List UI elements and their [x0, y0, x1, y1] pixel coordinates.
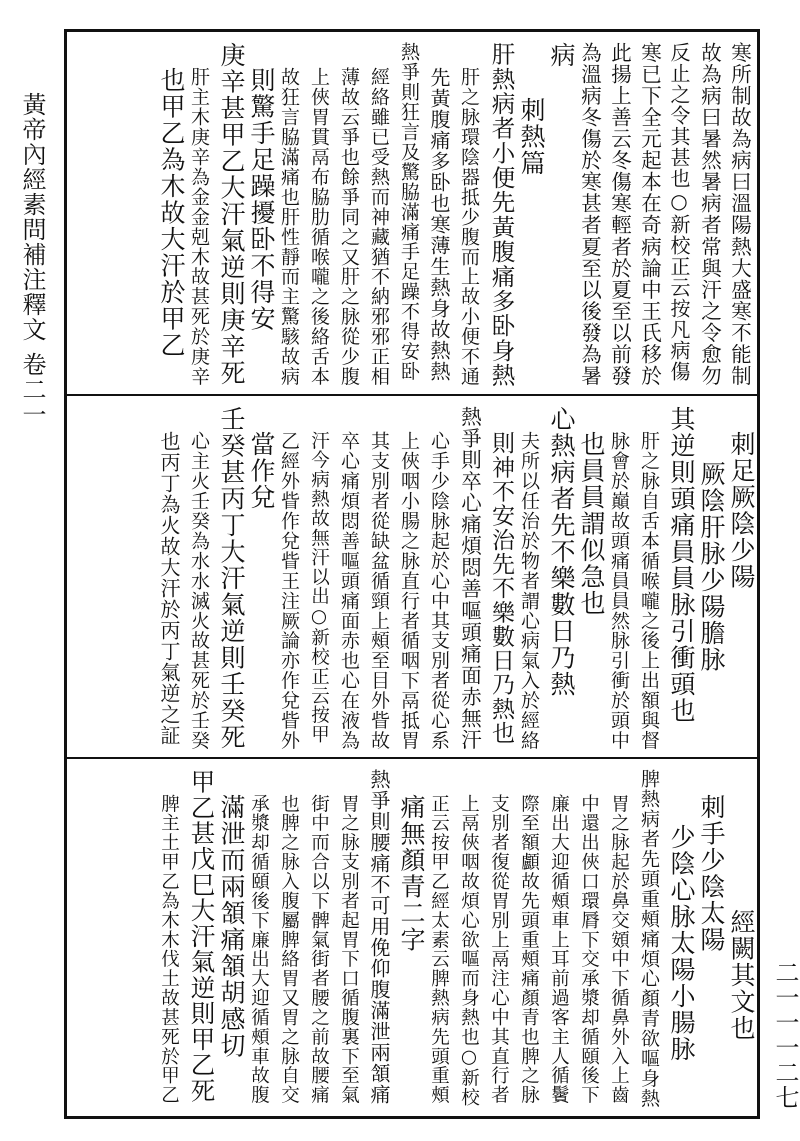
text-column: 也甲乙為木故大汗於甲乙 — [157, 67, 186, 359]
text-column: 也員員謂似急也 — [577, 431, 606, 617]
text-column: 胃之脉起於鼻交頞中下循鼻外入上齒 — [608, 794, 630, 1105]
text-column: 胃之脉支別者起胃下口循腹裏下至氣 — [338, 794, 360, 1105]
text-column: 心手少陰脉起於心中其支別者從心系 — [428, 431, 450, 751]
text-column: 上鬲俠咽故煩心欲嘔而身熱也○新校 — [458, 794, 480, 1108]
text-column: 病 — [547, 42, 576, 69]
text-column: 上俠咽小腸之脉直行者循咽下鬲抵胃 — [398, 431, 420, 751]
text-column: 故狂言脇滿痛也肝性靜而主驚駭故病 — [278, 67, 300, 387]
text-column: 經闕其文也 — [727, 909, 756, 1042]
text-column: 夫所以任治於物者謂心病氣入於經絡 — [518, 431, 540, 751]
text-column: 故為病曰暑然暑病者常與汗之令愈勿 — [697, 42, 722, 387]
text-column: 乙經外眥作兌眥王注厥論亦作兌眥外 — [278, 431, 300, 751]
text-column: 其逆則頭痛員員脉引衝頭也 — [667, 406, 696, 724]
text-column: 經絡雖已受熱而神藏猶不納邪邪正相 — [368, 67, 390, 387]
text-column: 脾主土甲乙為木木伐土故甚死於甲乙 — [158, 794, 180, 1105]
text-column: 也丙丁為火故大汗於丙丁氣逆之証 — [157, 431, 181, 746]
text-column: 此揚上善云冬傷寒輕者於夏至以前發 — [607, 42, 632, 387]
text-column: 肝熱病者小便先黃腹痛多卧身熱 — [487, 42, 516, 388]
text-column: 為溫病冬傷於寒甚者夏至以後發為暑 — [577, 42, 602, 387]
text-column: 壬癸甚丙丁大汗氣逆則壬癸死 — [217, 406, 246, 751]
text-column: 正云按甲乙經太素云脾熱病先頭重頰 — [428, 794, 450, 1105]
text-column: 甲乙甚戊巳大汗氣逆則甲乙死 — [187, 769, 217, 1104]
text-column: 則驚手足躁擾卧不得安 — [247, 67, 276, 332]
page-frame — [64, 29, 760, 1119]
book-title: 黃帝內經素問補注釋文 — [18, 92, 46, 342]
text-column: 心主火壬癸為水水滅火故甚死於壬癸 — [188, 431, 210, 751]
text-column: 寒所制故為病曰溫陽熱大盛寒不能制 — [727, 42, 752, 387]
text-column: 刺足厥陰少陽 — [727, 431, 756, 590]
text-column: 少陰心脉太陽小腸脉 — [667, 824, 696, 1063]
text-column: 心熱病者先不樂數日乃熱 — [547, 406, 576, 698]
text-column: 上俠胃貫鬲布脇肋循喉嚨之後絡舌本 — [308, 67, 330, 387]
text-column: 也脾之脉入腹屬脾絡胃又胃之脉自交 — [278, 794, 300, 1105]
text-column: 廉出大迎循頰車上耳前過客主人循鬢 — [548, 794, 570, 1105]
text-column: 中還出俠口環脣下交承漿却循頤後下 — [578, 794, 600, 1105]
text-panel-top — [67, 32, 757, 394]
volume-label: 卷二一 — [18, 352, 46, 427]
text-column: 承漿却循頤後下廉出大迎循頰車故腹 — [248, 794, 270, 1105]
text-column: 先黃腹痛多卧也寒薄生熱身故熱熱 — [427, 67, 451, 382]
text-column: 反止之令其甚也○新校正云按凡病傷 — [667, 42, 691, 382]
text-column: 則神不安治先不樂數日乃熱也 — [488, 431, 514, 745]
text-column: 際至額顱故先頭重頰痛顏青也脾之脉 — [518, 794, 540, 1105]
text-column: 熱爭則狂言及驚脇滿痛手足躁不得安卧 — [398, 42, 420, 382]
text-column: 刺手少陰太陽 — [697, 794, 726, 953]
text-column: 肝之脉環陰器抵少腹而上故小便不通 — [458, 67, 480, 387]
text-column: 厥陰肝脉少陽膽脉 — [697, 461, 726, 673]
text-column: 其支別者從缺盆循頸上頰至目外眥故 — [368, 431, 390, 751]
text-column: 街中而合以下髀氣街者腰之前故腰痛 — [308, 794, 330, 1105]
text-column: 滿泄而兩頷痛頷胡感切 — [217, 794, 246, 1059]
text-column: 刺熱篇 — [517, 97, 546, 177]
text-column: 支別者復從胃別上鬲注心中其直行者 — [488, 794, 510, 1105]
text-column: 熱爭則腰痛不可用俛仰腹滿泄兩頷痛 — [367, 769, 391, 1105]
text-column: 脾熱病者先頭重頰痛煩心顏青欲嘔身熱 — [638, 769, 660, 1109]
text-panel-middle — [67, 396, 757, 757]
text-panel-bottom — [67, 759, 757, 1116]
text-column: 庚辛甚甲乙大汗氣逆則庚辛死 — [217, 42, 246, 387]
text-column: 汗今病熱故無汗以出○新校正云按甲 — [308, 431, 330, 745]
text-column: 肝主木庚辛為金金剋木故甚死於庚辛 — [188, 67, 210, 387]
text-column: 當作兌 — [247, 431, 276, 511]
page-number: 二一一一二七 — [771, 960, 799, 1110]
text-column: 寒已下全元起本在奇病論中王氏移於 — [637, 42, 662, 387]
text-column: 卒心痛煩悶善嘔頭痛面赤也心在液為 — [338, 431, 360, 751]
text-column: 痛無顏青二字 — [397, 794, 426, 953]
text-column: 肝之脉自舌本循喉嚨之後上出額與督 — [638, 431, 660, 751]
text-column: 熱爭則卒心痛煩悶善嘔頭痛面赤無汗 — [457, 406, 482, 751]
text-column: 脉會於巔故頭痛員員然脉引衝於頭中 — [608, 431, 630, 751]
text-column: 薄故云爭也餘爭同之又肝之脉從少腹 — [338, 67, 360, 387]
